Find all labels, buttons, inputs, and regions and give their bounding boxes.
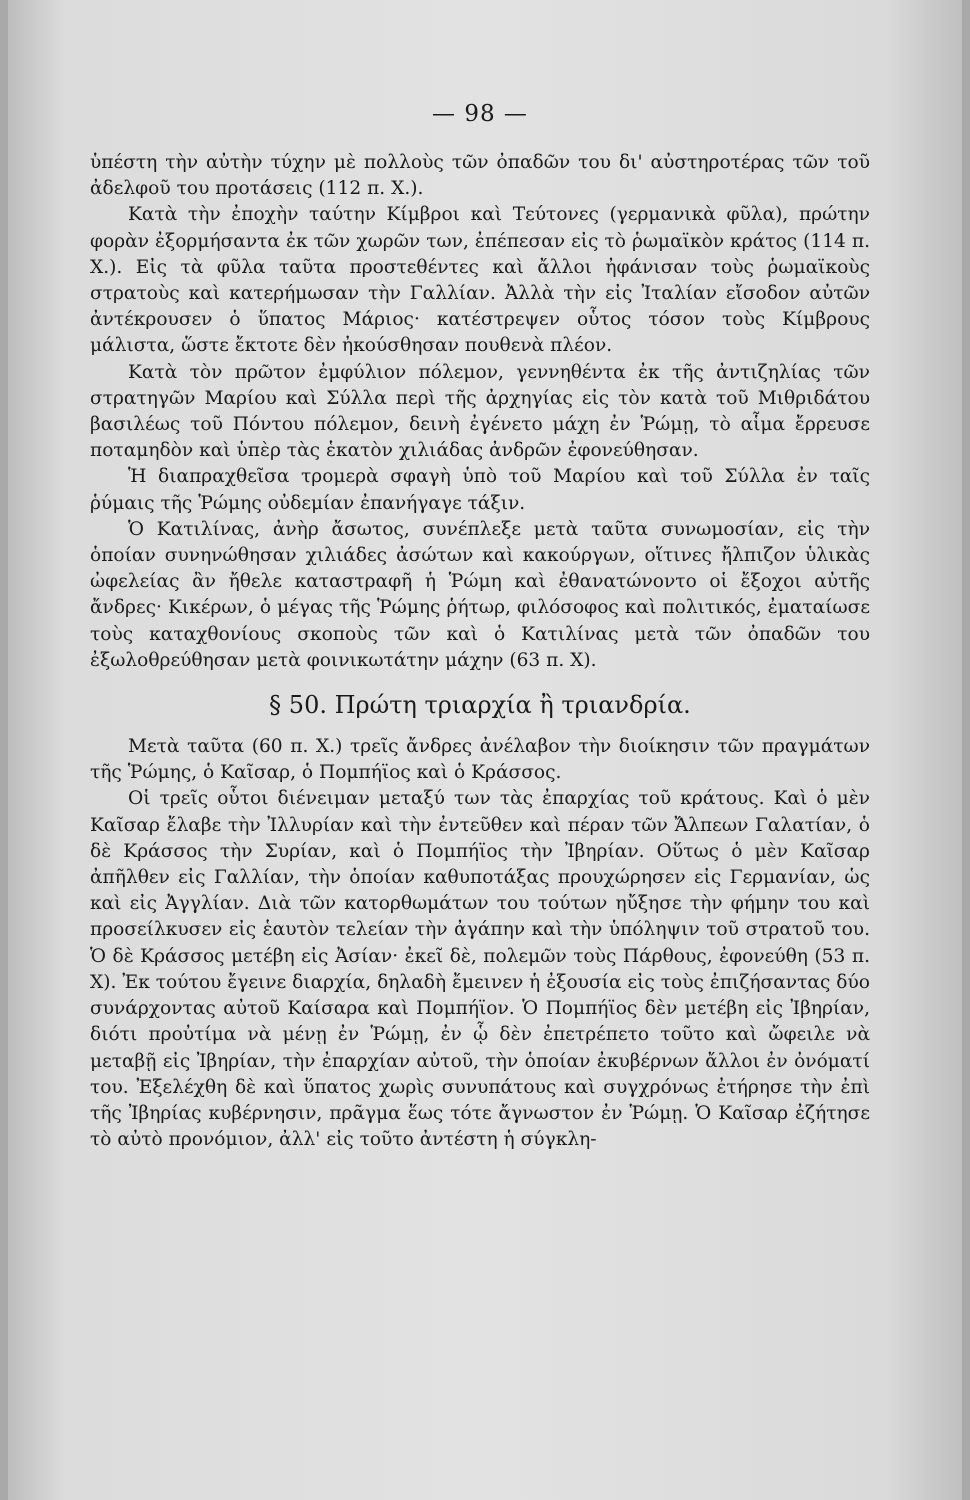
- paragraph: Ἡ διαπραχθεῖσα τρομερὰ σφαγὴ ὑπὸ τοῦ Μαρίου καὶ τοῦ Σύλλα ἐν ταῖς ῥύμαις τῆς Ῥώμης οὐδεμίαν ἐπανήγαγε τάξιν.: [90, 466, 870, 514]
- paragraph: ὑπέστη τὴν αὐτὴν τύχην μὲ πολλοὺς τῶν ὀπαδῶν του δι' αὐστηροτέρας τῶν τοῦ ἀδελφοῦ του προτάσεις (112 π. Χ.).: [90, 152, 870, 200]
- section-heading: § 50. Πρώτη τριαρχία ἢ τριανδρία.: [269, 691, 691, 720]
- text-block: [90, 98, 870, 1153]
- paragraph: Οἱ τρεῖς οὗτοι διένειμαν μεταξύ των τὰς ἐπαρχίας τοῦ κράτους. Καὶ ὁ μὲν Καῖσαρ ἔλαβε τὴν Ἰλλυρίαν καὶ τὴν ἐντεῦθεν καὶ πέραν τῶν Ἄλπεων Γαλατίαν, ὁ δὲ Κράσσος τὴν Συρίαν, καὶ ὁ Πομπήϊος τὴν Ἰβηρίαν. Οὕτως ὁ μὲν Καῖσαρ ἀπῆλθεν εἰς Γαλλίαν, τὴν ὁποίαν καθυποτάξας προυχώρησεν εἰς Γερμανίαν, ὡς καὶ εἰς Ἀγγλίαν. Διὰ τῶν κατορθωμάτων του τούτων ηὔξησε τὴν φήμην του καὶ προσείλκυσεν εἰς ἑαυτὸν τελείαν τὴν ἀγάπην καὶ τὴν ὑπόληψιν τοῦ στρατοῦ του. Ὁ δὲ Κράσσος μετέβη εἰς Ἀσίαν· ἐκεῖ δὲ, πολεμῶν τοὺς Πάρθους, ἐφονεύθη (53 π. Χ). Ἐκ τούτου ἔγεινε διαρχία, δηλαδὴ ἔμεινεν ἡ ἐξουσία εἰς τοὺς ἐπιζήσαντας δύο συνάρχοντας αὐτοῦ Καίσαρα καὶ Πομπήϊον. Ὁ Πομπήϊος δὲν μετέβη εἰς Ἰβηρίαν, διότι προὐτίμα νὰ μένῃ ἐν Ῥώμῃ, ἐν ᾧ δὲν ἐπετρέπετο τοῦτο καὶ ὤφειλε νὰ μεταβῇ εἰς Ἰβηρίαν, τὴν ἐπαρχίαν αὐτοῦ, τὴν ὁποίαν ἐκυβέρνων ἄλλοι ἐν ὀνόματί του. Ἐξελέχθη δὲ καὶ ὕπατος χωρὶς συνυπάτους καὶ συγχρόνως ἐτήρησε τὴν ἐπὶ τῆς Ἰβηρίας κυβέρνησιν, πρᾶγμα ἕως τότε ἄγνωστον ἐν Ῥώμῃ. Ὁ Καῖσαρ ἐζήτησε τὸ αὐτὸ προνόμιον, ἀλλ' εἰς τοῦτο ἀντέστη ἡ σύγκλη-: [90, 788, 870, 1151]
- paragraph: Μετὰ ταῦτα (60 π. Χ.) τρεῖς ἄνδρες ἀνέλαβον τὴν διοίκησιν τῶν πραγμάτων τῆς Ῥώμης, ὁ Καῖσαρ, ὁ Πομπήϊος καὶ ὁ Κράσσος.: [90, 736, 870, 784]
- paragraph: Κατὰ τὸν πρῶτον ἐμφύλιον πόλεμον, γεννηθέντα ἐκ τῆς ἀντιζηλίας τῶν στρατηγῶν Μαρίου καὶ Σύλλα περὶ τῆς ἀρχηγίας εἰς τὸν κατὰ τοῦ Μιθριδάτου βασιλέως τοῦ Πόντου πόλεμον, δεινὴ ἐγένετο μάχη ἐν Ῥώμῃ, τὸ αἷμα ἔρρευσε ποταμηδὸν καὶ ὑπὲρ τὰς ἑκατὸν χιλιάδας ἀνδρῶν ἐφονεύθησαν.: [90, 361, 870, 462]
- paragraph: Κατὰ τὴν ἐποχὴν ταύτην Κίμβροι καὶ Τεύτονες (γερμανικὰ φῦλα), πρώτην φορὰν ἐξορμήσαντα ἐκ τῶν χωρῶν των, ἐπέπεσαν εἰς τὸ ῥωμαϊκὸν κράτος (114 π. Χ.). Εἰς τὰ φῦλα ταῦτα προστεθέντες καὶ ἄλλοι ἠφάνισαν τοὺς ῥωμαϊκοὺς στρατοὺς καὶ κατερήμωσαν τὴν Γαλλίαν. Ἀλλὰ τὴν εἰς Ἰταλίαν εἴσοδον αὐτῶν ἀντέκρουσεν ὁ ὕπατος Μάριος· κατέστρεψεν οὗτος τόσον τοὺς Κίμβρους μάλιστα, ὥστε ἔκτοτε δὲν ἠκούσθησαν πουθενὰ πλέον.: [90, 204, 870, 357]
- page-number: — 98 —: [432, 101, 528, 127]
- book-page: [8, 0, 962, 1500]
- paragraph: Ὁ Κατιλίνας, ἀνὴρ ἄσωτος, συνέπλεξε μετὰ ταῦτα συνωμοσίαν, εἰς τὴν ὁποίαν συνηνώθησαν χιλιάδες ἀσώτων καὶ κακούργων, οἵτινες ἤλπιζον ὑλικὰς ὠφελείας ἂν ἤθελε καταστραφῆ ἡ Ῥώμη καὶ ἐθανατώνοντο οἱ ἔξοχοι αὐτῆς ἄνδρες· Κικέρων, ὁ μέγας τῆς Ῥώμης ῥήτωρ, φιλόσοφος καὶ πολιτικός, ἐματαίωσε τοὺς καταχθονίους σκοποὺς τῶν καὶ ὁ Κατιλίνας μετὰ τῶν ὀπαδῶν του ἐξωλοθρεύθησαν μετὰ φοινικωτάτην μάχην (63 π. Χ).: [90, 518, 870, 671]
